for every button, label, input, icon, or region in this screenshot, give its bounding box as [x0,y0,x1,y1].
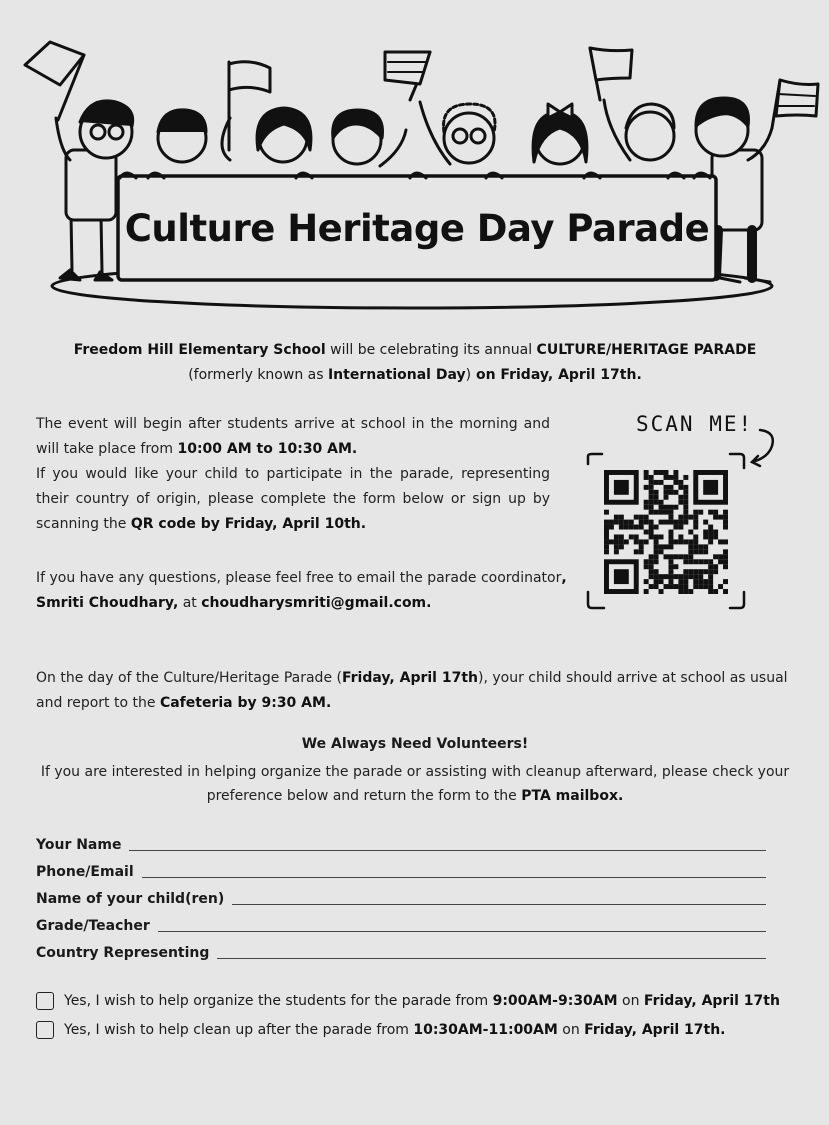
grade-teacher-line[interactable] [158,930,766,932]
form-row-your-name [36,832,766,854]
option-date: Friday, April 17th. [584,1022,726,1038]
header-banner [0,0,829,320]
event-details-paragraph [36,412,550,537]
former-name: International Day [327,367,466,383]
your-name-line[interactable] [129,849,766,851]
volunteers-heading: We Always Need Volunteers! [301,736,529,752]
paragraph-text: If you have any questions, please feel free to email the parade coordinator [36,570,562,586]
form-row-phone-email [36,859,766,881]
event-time: 10:00 AM to 10:30 AM. [177,441,358,457]
option-time: 9:00AM-9:30AM [492,993,618,1009]
organize-checkbox[interactable] [36,992,54,1010]
cleanup-checkbox[interactable] [36,1021,54,1039]
option-organize [36,992,816,1010]
qr-section [580,412,780,617]
paragraph-text: at [178,595,202,611]
coordinator-name: , Smriti Choudhary, [36,570,567,611]
option-text-part: on [557,1022,585,1038]
option-cleanup [36,1021,816,1039]
option-text-part: Yes, I wish to help organize the students for the parade from [64,993,493,1009]
option-date: Friday, April 17th [643,993,780,1009]
field-label: Your Name [36,837,122,853]
option-text-part: on [617,993,644,1009]
option-text [64,1022,726,1038]
pta-mailbox: PTA mailbox. [521,788,624,804]
banner-title: Culture Heritage Day Parade [124,206,710,250]
arrival-paragraph [36,666,806,716]
phone-email-line[interactable] [142,876,766,878]
form-row-country [36,940,766,962]
field-label: Country Representing [36,945,210,961]
scan-me-label: SCAN ME! [636,412,754,436]
intro-text: (formerly known as [188,367,328,383]
field-label: Phone/Email [36,864,134,880]
event-date: on Friday, April 17th. [471,367,642,383]
child-name-line[interactable] [232,903,766,905]
paragraph-text: On the day of the Culture/Heritage Parade ( [36,670,342,686]
country-line[interactable] [217,957,766,959]
event-name: CULTURE/HERITAGE PARADE [536,342,757,358]
option-text-part: Yes, I wish to help clean up after the parade from [64,1022,414,1038]
form-row-child-name [36,886,766,908]
contact-paragraph [36,566,576,616]
paragraph-text: If you would like your child to participate in the parade, representing their country of origin, please complete the form below or sign up by scanning the [36,466,550,532]
form-row-grade-teacher [36,913,766,935]
field-label: Grade/Teacher [36,918,150,934]
option-text [64,993,780,1009]
qr-deadline: QR code by Friday, April 10th. [130,516,367,532]
parade-date: Friday, April 17th [341,670,478,686]
intro-text: ) [465,367,472,383]
intro-paragraph [40,338,790,388]
paragraph-text: If you are interested in helping organize the parade or assisting with cleanup afterward, please check your preference below and return the form to the [40,764,790,804]
report-place: Cafeteria by 9:30 AM. [159,695,332,711]
paragraph-text: ), your child should arrive at school as usual and report to the [36,670,788,711]
volunteers-paragraph [40,760,790,808]
option-time: 10:30AM-11:00AM [413,1022,558,1038]
qr-code[interactable] [604,470,728,594]
paragraph-text: The event will begin after students arrive at school in the morning and will take place from [36,416,550,457]
coordinator-email[interactable]: choudharysmriti@gmail.com. [201,595,432,611]
school-name: Freedom Hill Elementary School [73,342,326,358]
intro-text: will be celebrating its annual [325,342,537,358]
field-label: Name of your child(ren) [36,891,225,907]
